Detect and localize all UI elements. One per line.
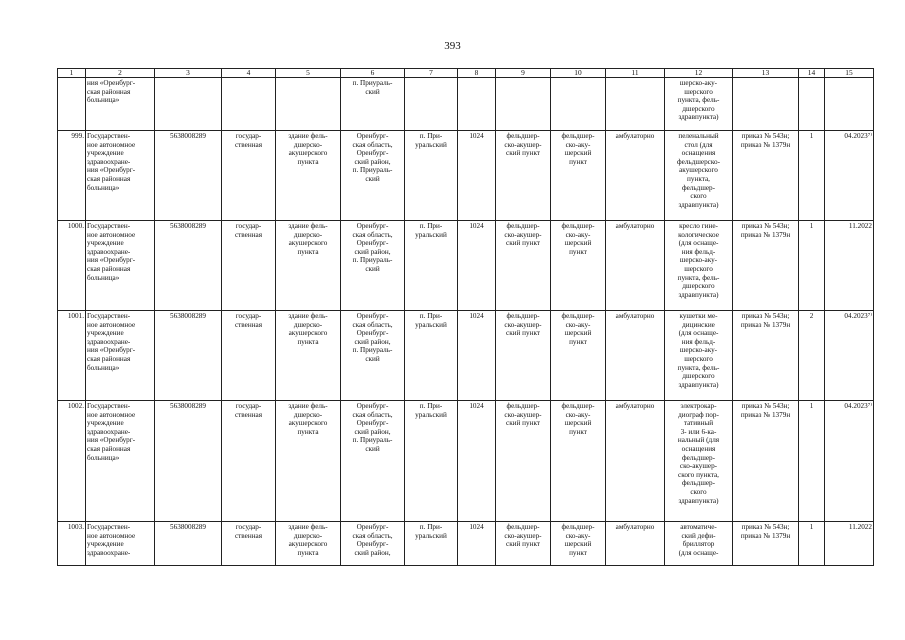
order-cell: приказ № 543н; приказ № 1379н (733, 522, 799, 566)
quantity-cell: 1 (799, 401, 825, 522)
registry-table (57, 68, 874, 566)
table-row (58, 131, 874, 221)
order-cell: приказ № 543н; приказ № 1379н (733, 221, 799, 311)
building-cell: здание фель- дшерско- акушерского пункта (276, 131, 341, 221)
header-cell: 12 (665, 69, 733, 78)
quantity-cell: 2 (799, 311, 825, 401)
header-row (58, 69, 874, 78)
care-mode-cell: амбулаторно (606, 522, 665, 566)
unit-type-cell: фельдшер- ско-акушер- ский пункт (496, 131, 551, 221)
header-cell: 3 (155, 69, 222, 78)
inn-cell: 5638008289 (155, 522, 222, 566)
row-number: 1002. (58, 401, 86, 522)
row-number: 1001. (58, 311, 86, 401)
header-cell: 4 (222, 69, 276, 78)
address-cell: п. Приураль- ский (341, 78, 405, 131)
address-cell: Оренбург- ская область, Оренбург- ский район, (341, 522, 405, 566)
care-mode-cell: амбулаторно (606, 221, 665, 311)
equipment-cell: электрокар- диограф пор- тативный 3- или 6-ка- нальный (для оснащения фельдшер- ско-акушер- ского пункта, фельдшер- ского здравпункта) (665, 401, 733, 522)
care-mode-cell: амбулаторно (606, 131, 665, 221)
table-row (58, 221, 874, 311)
date-cell: 04.2023⁷⁾ (825, 131, 874, 221)
header-cell: 11 (606, 69, 665, 78)
table-row (58, 311, 874, 401)
header-cell: 9 (496, 69, 551, 78)
building-cell: здание фель- дшерско- акушерского пункта (276, 401, 341, 522)
unit-cell: фельдшер- ско-аку- шерский пункт (551, 522, 606, 566)
page-bottom-margin (0, 568, 905, 640)
ownership-cell: государ- ственная (222, 401, 276, 522)
code-cell: 1024 (458, 401, 496, 522)
table-row (58, 401, 874, 522)
unit-type-cell (496, 78, 551, 131)
header-cell: 2 (86, 69, 155, 78)
quantity-cell: 1 (799, 522, 825, 566)
settlement-cell: п. При- уральский (405, 522, 458, 566)
order-cell (733, 78, 799, 131)
organization-cell: Государствен- ное автономное учреждение здравоохране- ния «Оренбург- ская районная больница» (86, 401, 155, 522)
equipment-cell: пеленальный стол (для оснащения фельдшерско- акушерского пункта, фельдшер- ского здравпункта) (665, 131, 733, 221)
organization-cell: ния «Оренбург- ская районная больница» (86, 78, 155, 131)
settlement-cell: п. При- уральский (405, 131, 458, 221)
address-cell: Оренбург- ская область, Оренбург- ский район, п. Приураль- ский (341, 131, 405, 221)
header-cell: 10 (551, 69, 606, 78)
unit-cell: фельдшер- ско-аку- шерский пункт (551, 131, 606, 221)
organization-cell: Государствен- ное автономное учреждение здравоохране- ния «Оренбург- ская районная больница» (86, 221, 155, 311)
header-cell: 7 (405, 69, 458, 78)
code-cell: 1024 (458, 131, 496, 221)
quantity-cell: 1 (799, 131, 825, 221)
inn-cell: 5638008289 (155, 131, 222, 221)
order-cell: приказ № 543н; приказ № 1379н (733, 401, 799, 522)
address-cell: Оренбург- ская область, Оренбург- ский район, п. Приураль- ский (341, 311, 405, 401)
unit-type-cell: фельдшер- ско-акушер- ский пункт (496, 522, 551, 566)
equipment-cell: кушетки ме- дицинские (для оснаще- ния фельд- шерско-аку- шерского пункта, фель- дшерского здравпункта) (665, 311, 733, 401)
unit-cell: фельдшер- ско-аку- шерский пункт (551, 311, 606, 401)
care-mode-cell: амбулаторно (606, 401, 665, 522)
care-mode-cell: амбулаторно (606, 311, 665, 401)
building-cell (276, 78, 341, 131)
row-number: 1000. (58, 221, 86, 311)
equipment-cell: автоматиче- ский дефи- бриллятор (для оснаще- (665, 522, 733, 566)
building-cell: здание фель- дшерско- акушерского пункта (276, 522, 341, 566)
unit-cell: фельдшер- ско-аку- шерский пункт (551, 401, 606, 522)
unit-cell (551, 78, 606, 131)
organization-cell: Государствен- ное автономное учреждение здравоохране- (86, 522, 155, 566)
date-cell: 04.2023⁷⁾ (825, 401, 874, 522)
ownership-cell (222, 78, 276, 131)
equipment-cell: кресло гине- кологическое (для оснаще- ния фельд- шерско-аку- шерского пункта, фель- дшерского здравпункта) (665, 221, 733, 311)
order-cell: приказ № 543н; приказ № 1379н (733, 311, 799, 401)
code-cell: 1024 (458, 522, 496, 566)
header-cell: 15 (825, 69, 874, 78)
ownership-cell: государ- ственная (222, 311, 276, 401)
header-cell: 14 (799, 69, 825, 78)
code-cell: 1024 (458, 221, 496, 311)
date-cell: 11.2022 (825, 522, 874, 566)
settlement-cell: п. При- уральский (405, 401, 458, 522)
settlement-cell: п. При- уральский (405, 221, 458, 311)
settlement-cell: п. При- уральский (405, 311, 458, 401)
table-row (58, 522, 874, 566)
unit-type-cell: фельдшер- ско-акушер- ский пункт (496, 401, 551, 522)
header-cell: 8 (458, 69, 496, 78)
header-cell: 1 (58, 69, 86, 78)
order-cell: приказ № 543н; приказ № 1379н (733, 131, 799, 221)
quantity-cell: 1 (799, 221, 825, 311)
ownership-cell: государ- ственная (222, 522, 276, 566)
inn-cell: 5638008289 (155, 401, 222, 522)
ownership-cell: государ- ственная (222, 221, 276, 311)
date-cell: 04.2023⁷⁾ (825, 311, 874, 401)
row-number (58, 78, 86, 131)
header-cell: 6 (341, 69, 405, 78)
code-cell (458, 78, 496, 131)
date-cell: 11.2022 (825, 221, 874, 311)
address-cell: Оренбург- ская область, Оренбург- ский район, п. Приураль- ский (341, 221, 405, 311)
unit-type-cell: фельдшер- ско-акушер- ский пункт (496, 221, 551, 311)
inn-cell: 5638008289 (155, 221, 222, 311)
continuation-row (58, 78, 874, 131)
inn-cell (155, 78, 222, 131)
organization-cell: Государствен- ное автономное учреждение здравоохране- ния «Оренбург- ская районная больница» (86, 311, 155, 401)
date-cell (825, 78, 874, 131)
equipment-cell: шерско-аку- шерского пункта, фель- дшерского здравпункта) (665, 78, 733, 131)
ownership-cell: государ- ственная (222, 131, 276, 221)
header-cell: 5 (276, 69, 341, 78)
quantity-cell (799, 78, 825, 131)
inn-cell: 5638008289 (155, 311, 222, 401)
address-cell: Оренбург- ская область, Оренбург- ский район, п. Приураль- ский (341, 401, 405, 522)
settlement-cell (405, 78, 458, 131)
unit-cell: фельдшер- ско-аку- шерский пункт (551, 221, 606, 311)
care-mode-cell (606, 78, 665, 131)
building-cell: здание фель- дшерско- акушерского пункта (276, 221, 341, 311)
code-cell: 1024 (458, 311, 496, 401)
building-cell: здание фель- дшерско- акушерского пункта (276, 311, 341, 401)
row-number: 999. (58, 131, 86, 221)
row-number: 1003. (58, 522, 86, 566)
unit-type-cell: фельдшер- ско-акушер- ский пункт (496, 311, 551, 401)
organization-cell: Государствен- ное автономное учреждение здравоохране- ния «Оренбург- ская районная больница» (86, 131, 155, 221)
header-cell: 13 (733, 69, 799, 78)
page-number: 393 (444, 40, 461, 52)
